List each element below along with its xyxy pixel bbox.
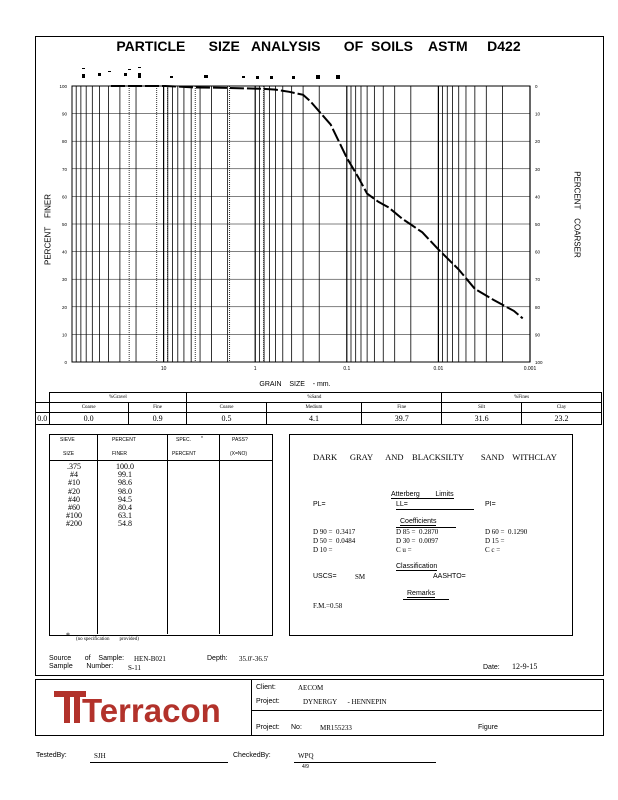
fractions-group-row (36, 393, 602, 403)
percent-finer-value: 100.0 (116, 462, 134, 471)
sub-header: Fine (362, 403, 442, 413)
project-no-label: Project: (256, 724, 280, 731)
footnote-star: * (66, 631, 70, 640)
tested-by-value: SJH (94, 752, 106, 760)
checked-by-value: WPQ (298, 752, 314, 760)
checked-by-line (294, 762, 436, 763)
remarks-underline (403, 599, 449, 600)
sieve-percent-finer (100, 463, 150, 529)
sub-header: Coarse (49, 403, 128, 413)
spec-footnote: (no specification provided) (76, 637, 139, 642)
group-gravel: %Gravel (49, 393, 187, 403)
sub-header: Coarse (187, 403, 266, 413)
y-tick-label: 20 (61, 304, 67, 310)
sub-header: Silt (442, 403, 522, 413)
fractions-sub-row (36, 403, 602, 413)
fractions-blank (36, 393, 50, 403)
sieve-size: #20 (68, 486, 80, 496)
page-mark: 4/9 (302, 764, 309, 770)
sieve-header-spec-2: PERCENT (172, 451, 196, 457)
date-value: 12-9-15 (512, 662, 538, 671)
sieve-header-pass-2: (X=NO) (230, 451, 248, 457)
x-tick-label: 0.1 (343, 366, 351, 372)
x-axis-label: GRAIN SIZE - mm. (259, 381, 331, 388)
soil-description: DARK GRAY AND BLACKSILTY SAND WITHCLAY (313, 452, 557, 462)
coef-d15: D 15 = (485, 537, 505, 545)
fineness-modulus: F.M.=0.58 (313, 602, 343, 610)
depth-label: Depth: (207, 655, 228, 662)
no-label: No: (291, 724, 302, 731)
y-tick-label: 70 (61, 166, 67, 172)
fractions-value-row (36, 413, 602, 425)
percent-finer-value: 94.5 (118, 494, 132, 504)
y-tick-label: 90 (61, 111, 67, 117)
group-fines: %Fines (442, 393, 602, 403)
project-value: DYNERGY - HENNEPIN (303, 698, 387, 706)
depth-value: 35.0'-36.5' (239, 655, 269, 663)
sub-header: Medium (266, 403, 362, 413)
y-tick-label-right: 30 (535, 166, 541, 172)
percent-finer-value: 99.1 (118, 470, 132, 480)
sieve-size: #100 (66, 511, 82, 521)
classification-heading: Classification (396, 563, 438, 570)
atterberg-heading: Atterberg Limits (391, 491, 454, 498)
sieve-size: #40 (68, 494, 80, 504)
fraction-value: 0.0 (49, 413, 128, 425)
x-tick-label: 0.01 (433, 366, 444, 372)
sieve-size: #4 (70, 470, 78, 480)
pl-label: PL= (313, 501, 326, 508)
source-value: HEN-B021 (134, 655, 166, 663)
sieve-col-divider (167, 434, 168, 634)
fractions-table (35, 392, 602, 425)
project-label: Project: (256, 698, 280, 705)
terracon-logo (52, 686, 242, 728)
y-tick-label: 40 (61, 249, 67, 255)
aashto-label: AASHTO= (433, 573, 466, 580)
sample-number-label: Sample Number: (49, 663, 114, 670)
uscs-value: SM (355, 573, 366, 581)
y-tick-label: 80 (61, 139, 67, 145)
y-axis-right-label: PERCENT COARSER (572, 171, 582, 258)
coef-d50: D 50 = 0.0484 (313, 537, 356, 545)
fraction-value: 4.1 (266, 413, 362, 425)
sieve-header-finer-2: FINER (112, 451, 127, 457)
sieve-header-finer-1: PERCENT (112, 437, 136, 443)
y-axis-label: PERCENT FINER (43, 194, 53, 265)
tested-by-label: TestedBy: (36, 752, 67, 759)
sieve-col-divider (97, 434, 98, 634)
y-tick-label: 50 (61, 222, 67, 227)
date-label: Date: (483, 664, 500, 671)
y-tick-label-right: 40 (535, 194, 541, 200)
coef-d85: D 85 = 0.2870 (396, 528, 439, 536)
sieve-size: #200 (66, 519, 82, 529)
client-value: AECOM (298, 684, 324, 692)
x-tick-label: 10 (160, 366, 167, 372)
ll-label: LL= (396, 501, 408, 508)
y-tick-label-right: 90 (535, 332, 541, 338)
fraction-value: 31.6 (442, 413, 522, 425)
y-tick-label: 0 (64, 360, 67, 365)
uscs-label: USCS= (313, 573, 337, 580)
sieve-header-spec-1: SPEC. (176, 437, 192, 443)
pi-label: PI= (485, 501, 496, 508)
y-tick-label: 100 (59, 84, 67, 89)
title-block-divider (251, 679, 252, 735)
coef-d10: D 10 = (313, 546, 333, 554)
coef-d60: D 60 = 0.1290 (485, 528, 528, 536)
y-tick-label-right: 60 (535, 249, 541, 255)
fraction-value: 23.2 (522, 413, 602, 425)
sub-header: Fine (128, 403, 187, 413)
sieve-size: .375 (67, 462, 81, 471)
logo-text: Terracon (82, 692, 221, 728)
sample-number-value: S-11 (128, 664, 141, 672)
sieve-header-size-2: SIZE (63, 451, 75, 457)
coef-cu: C u = (396, 546, 412, 554)
y-tick-label: 30 (61, 277, 67, 283)
y-tick-label-right: 50 (535, 222, 541, 227)
percent-finer-value: 98.0 (118, 486, 132, 496)
sub-header: Clay (522, 403, 602, 413)
sieve-header-star: * (201, 436, 203, 442)
coef-cc: C c = (485, 546, 501, 554)
y-tick-label-right: 80 (535, 304, 541, 310)
source-label: Source of Sample: (49, 655, 125, 662)
tested-by-line (90, 762, 228, 763)
sieve-col-divider (219, 434, 220, 634)
coefficients-heading: Coefficients (400, 518, 437, 525)
percent-finer-value: 54.8 (118, 519, 132, 529)
y-tick-label-right: 10 (535, 111, 541, 117)
sieve-header-pass-1: PASS? (232, 437, 248, 443)
fraction-value: 0.9 (128, 413, 187, 425)
y-tick-label: 10 (61, 332, 67, 338)
percent-finer-value: 63.1 (118, 511, 132, 521)
group-sand: %Sand (187, 393, 442, 403)
y-tick-label-right: 70 (535, 277, 541, 283)
client-underline (252, 710, 602, 711)
sieve-size: #60 (68, 503, 80, 513)
y-tick-label-right: 0 (535, 84, 538, 89)
figure-label: Figure (478, 724, 498, 731)
coef-d90: D 90 = 0.3417 (313, 528, 356, 536)
row-label: 0.0 (37, 414, 48, 423)
y-tick-label-right: 100 (535, 360, 543, 365)
x-tick-label: 1 (253, 366, 257, 372)
sieve-size: #10 (68, 478, 80, 488)
sieve-sizes (52, 463, 96, 529)
percent-finer-value: 98.6 (118, 478, 132, 488)
fractions-blank (36, 403, 50, 413)
client-label: Client: (256, 684, 276, 691)
percent-finer-value: 80.4 (118, 503, 132, 513)
remarks-heading: Remarks (407, 590, 436, 597)
project-no-value: MR155233 (320, 724, 352, 732)
coef-d30: D 30 = 0.0097 (396, 537, 439, 545)
checked-by-label: CheckedBy: (233, 752, 271, 759)
y-tick-label-right: 20 (535, 139, 541, 145)
sieve-header-size-1: SIEVE (60, 437, 75, 443)
fraction-value: 39.7 (362, 413, 442, 425)
x-tick-label: 0.001 (523, 366, 537, 372)
sieve-header-line (49, 460, 272, 461)
atterberg-underline (396, 509, 474, 510)
fraction-value: 0.5 (187, 413, 266, 425)
y-tick-label: 60 (61, 194, 67, 200)
report-title: PARTICLE SIZE ANALYSIS OF SOILS ASTM D422 (116, 38, 521, 54)
